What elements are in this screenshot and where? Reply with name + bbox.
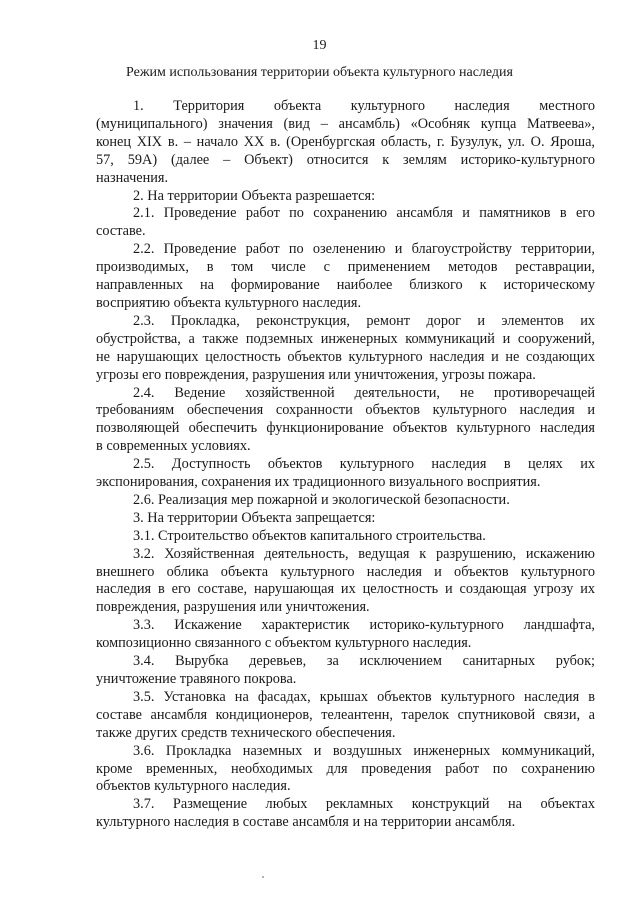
text-line: 2. На территории Объекта разрешается: xyxy=(133,187,376,204)
text-line: внешнего облика объекта культурного наследия и объектов культурного xyxy=(96,563,595,580)
text-line: производимых, в том числе с применением методов реставрации, xyxy=(96,259,595,276)
text-line: составе ансамбля кондиционеров, телеантенн, тарелок спутниковой связи, а xyxy=(96,706,595,723)
text-line: 3.5. Установка на фасадах, крышах объектов культурного наследия в xyxy=(133,688,595,705)
text-line: композиционно связанного с объектом культурного наследия. xyxy=(96,635,472,652)
text-line: объектов культурного наследия. xyxy=(96,778,291,795)
text-line: 3.1. Строительство объектов капитального строительства. xyxy=(133,527,486,544)
text-line: 2.6. Реализация мер пожарной и экологической безопасности. xyxy=(133,491,510,508)
text-line: 2.2. Проведение работ по озеленению и благоустройству территории, xyxy=(133,241,595,258)
page-number: 19 xyxy=(312,38,327,53)
text-line: культурного наследия в составе ансамбля и на территории ансамбля. xyxy=(96,814,516,831)
text-line: наследия в его составе, нарушающая их целостность и создающая угрозу их xyxy=(96,581,595,598)
text-line: 3.7. Размещение любых рекламных конструкций на объектах xyxy=(133,796,595,813)
text-line: 3.4. Вырубка деревьев, за исключением санитарных рубок; xyxy=(133,653,595,670)
text-line: (муниципального) значения (вид – ансамбль) «Особняк купца Матвеева», xyxy=(96,115,595,132)
text-line: 57, 59А) (далее – Объект) относится к землям историко-культурного xyxy=(96,151,595,168)
document-body xyxy=(96,98,595,832)
scan-speck xyxy=(262,876,264,878)
text-line: также других средств технического обеспечения. xyxy=(96,724,396,741)
text-line: повреждения, разрушения или уничтожения. xyxy=(96,599,370,616)
text-line: 2.5. Доступность объектов культурного наследия в целях их xyxy=(133,456,595,473)
text-line: восприятию объекта культурного наследия. xyxy=(96,294,362,311)
text-line: уничтожение травяного покрова. xyxy=(96,671,297,687)
document-title: Режим использования территории объекта культурного наследия xyxy=(126,65,513,80)
text-line: кроме временных, необходимых для проведения работ по сохранению xyxy=(96,760,595,777)
text-line: требованиям обеспечения сохранности объектов культурного наследия и xyxy=(96,402,595,419)
text-line: составе. xyxy=(96,223,146,240)
text-line: конец XIX в. – начало XX в. (Оренбургская область, г. Бузулук, ул. О. Яроша, xyxy=(96,133,595,150)
text-line: обустройства, а также подземных инженерных коммуникаций и сооружений, xyxy=(96,330,595,347)
text-line: направленных на формирование наиболее близкого к историческому xyxy=(96,277,595,294)
text-line: 2.3. Прокладка, реконструкция, ремонт дорог и элементов их xyxy=(133,312,595,329)
text-line: 3.3. Искажение характеристик историко-культурного ландшафта, xyxy=(133,617,595,634)
text-line: позволяющей обеспечить функционирование объектов культурного наследия xyxy=(96,420,595,437)
text-line: 2.4. Ведение хозяйственной деятельности, не противоречащей xyxy=(133,384,595,401)
text-line: в современных условиях. xyxy=(96,438,251,455)
text-line: назначения. xyxy=(96,169,169,186)
text-line: угрозы его повреждения, разрушения или уничтожения, угрозы пожара. xyxy=(96,366,536,383)
text-line: не нарушающих целостность объектов культурного наследия и не создающих xyxy=(96,348,595,365)
text-line: 2.1. Проведение работ по сохранению ансамбля и памятников в его xyxy=(133,205,595,222)
text-line: 1. Территория объекта культурного наследия местного xyxy=(133,98,595,114)
text-line: 3.2. Хозяйственная деятельность, ведущая к разрушению, искажению xyxy=(133,545,595,562)
text-line: 3.6. Прокладка наземных и воздушных инженерных коммуникаций, xyxy=(133,742,595,759)
text-line: экспонирования, сохранения их традиционного визуального восприятия. xyxy=(96,474,541,491)
text-line: 3. На территории Объекта запрещается: xyxy=(133,509,376,526)
